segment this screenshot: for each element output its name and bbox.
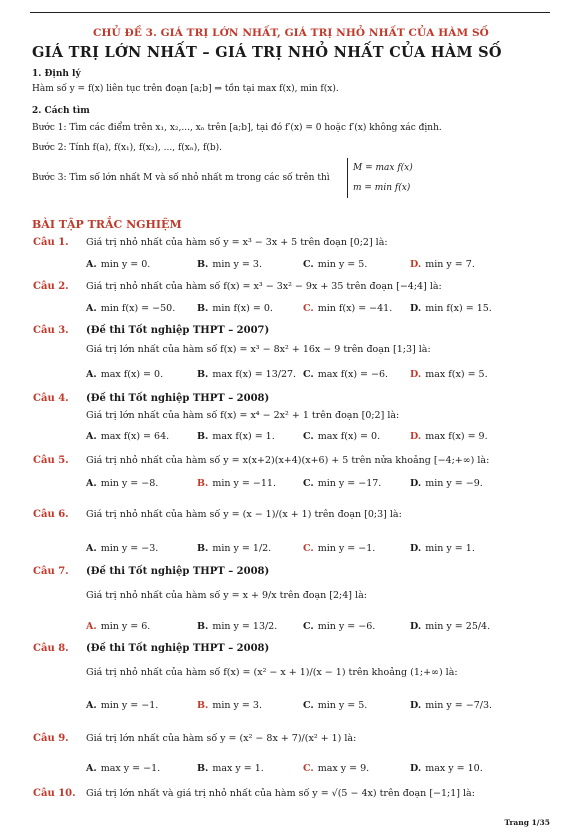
theory-heading-2: 2. Cách tìm [32,106,90,116]
option-letter: D. [410,621,422,632]
option-c [303,431,380,442]
option-value: max f(x) = 5. [425,369,488,380]
option-letter: C. [303,621,314,632]
option-b [197,369,296,380]
question-label: Câu 9. [33,733,69,744]
option-letter: A. [86,763,97,774]
option-letter: C. [303,431,314,442]
question-text: Giá trị lớn nhất và giá trị nhỏ nhất của hàm số y = √(5 − 4x) trên đoạn [−1;1] là: [86,788,475,799]
option-value: min y = −8. [100,478,159,489]
question-label: Câu 1. [33,237,69,248]
option-letter: A. [86,303,97,314]
option-value: max y = 1. [212,763,264,774]
option-b [197,259,262,270]
option-b [197,621,277,632]
option-letter: C. [303,763,314,774]
option-letter: B. [197,700,209,711]
theory-heading-1: 1. Định lý [32,69,81,79]
step-2: Bước 2: Tính f(a), f(x₁), f(x₂), ..., f(xₙ), f(b). [32,143,222,153]
option-letter: B. [197,303,209,314]
option-b [197,431,275,442]
option-letter: B. [197,543,209,554]
option-letter: A. [86,259,97,270]
option-letter: A. [86,543,97,554]
option-value: min y = −11. [212,478,276,489]
option-value: min y = −6. [317,621,376,632]
option-value: max f(x) = 0. [317,431,381,442]
option-value: min y = 3. [212,259,262,270]
option-letter: A. [86,369,97,380]
option-d [410,259,475,270]
question-source: (Đề thi Tốt nghiệp THPT – 2008) [86,566,270,577]
option-d [410,763,483,774]
option-value: min y = 7. [425,259,475,270]
option-value: min y = 25/4. [425,621,491,632]
option-value: min y = −1. [317,543,376,554]
option-value: min y = 1/2. [212,543,272,554]
option-value: min y = 0. [100,259,151,270]
option-letter: D. [410,700,422,711]
option-b [197,763,264,774]
question-text: Giá trị lớn nhất của hàm số f(x) = x⁴ − 2x² + 1 trên đoạn [0;2] là: [86,410,400,421]
option-a [86,700,158,711]
option-a [86,543,158,554]
option-letter: C. [303,369,314,380]
question-source: (Đề thi Tốt nghiệp THPT – 2007) [86,325,270,336]
option-d [410,369,488,380]
option-letter: A. [86,621,97,632]
option-letter: B. [197,478,209,489]
option-value: min f(x) = −50. [100,303,176,314]
option-d [410,303,492,314]
option-letter: B. [197,369,209,380]
option-value: min y = 13/2. [212,621,278,632]
option-b [197,543,271,554]
option-value: min f(x) = 0. [212,303,273,314]
brace-line-max: M = max f(x) [353,163,413,173]
question-text: Giá trị nhỏ nhất của hàm số y = x + 9/x trên đoạn [2;4] là: [86,590,367,601]
option-value: min y = 6. [100,621,151,632]
option-a [86,303,175,314]
option-a [86,369,163,380]
option-a [86,621,150,632]
question-source: (Đề thi Tốt nghiệp THPT – 2008) [86,643,270,654]
option-value: min f(x) = −41. [317,303,393,314]
option-d [410,700,492,711]
option-a [86,478,158,489]
option-letter: D. [410,763,422,774]
step-3: Bước 3: Tìm số lớn nhất M và số nhỏ nhất m trong các số trên thì [32,173,330,183]
option-value: max f(x) = −6. [317,369,389,380]
option-c [303,303,392,314]
option-letter: B. [197,621,209,632]
question-source: (Đề thi Tốt nghiệp THPT – 2008) [86,393,270,404]
question-label: Câu 4. [33,393,69,404]
option-a [86,431,169,442]
question-text: Giá trị lớn nhất của hàm số y = (x² − 8x + 7)/(x² + 1) là: [86,733,357,744]
option-letter: D. [410,369,422,380]
option-value: min y = 3. [212,700,262,711]
option-c [303,621,375,632]
option-d [410,621,490,632]
question-label: Câu 8. [33,643,69,654]
option-value: min f(x) = 15. [425,303,492,314]
question-label: Câu 10. [33,788,76,799]
option-letter: C. [303,303,314,314]
chapter-heading: CHỦ ĐỀ 3. GIÁ TRỊ LỚN NHẤT, GIÁ TRỊ NHỎ NHẤT CỦA HÀM SỐ [93,27,489,39]
option-value: min y = −3. [100,543,159,554]
option-c [303,259,367,270]
question-text: Giá trị nhỏ nhất của hàm số y = (x − 1)/(x + 1) trên đoạn [0;3] là: [86,509,402,520]
option-value: max f(x) = 9. [425,431,488,442]
option-value: min y = 5. [317,700,368,711]
option-d [410,431,488,442]
option-c [303,478,381,489]
option-letter: C. [303,543,314,554]
option-b [197,700,262,711]
option-value: min y = −1. [100,700,159,711]
option-value: max y = 9. [317,763,370,774]
question-text: Giá trị nhỏ nhất của hàm số y = x³ − 3x + 5 trên đoạn [0;2] là: [86,237,388,248]
question-text: Giá trị nhỏ nhất của hàm số f(x) = x³ − 3x² − 9x + 35 trên đoạn [−4;4] là: [86,281,442,292]
option-letter: D. [410,478,422,489]
option-letter: A. [86,431,97,442]
question-text: Giá trị nhỏ nhất của hàm số f(x) = (x² − x + 1)/(x − 1) trên khoảng (1;+∞) là: [86,667,458,678]
question-label: Câu 2. [33,281,69,292]
option-letter: D. [410,543,422,554]
option-letter: B. [197,259,209,270]
brace-line-min: m = min f(x) [353,183,411,193]
option-letter: D. [410,303,422,314]
option-c [303,369,388,380]
option-value: min y = −7/3. [425,700,493,711]
system-brace [347,158,413,198]
option-letter: D. [410,259,422,270]
option-d [410,543,475,554]
option-value: max f(x) = 1. [212,431,275,442]
page-number: Trang 1/35 [504,818,550,827]
option-value: max y = 10. [425,763,483,774]
header-rule [30,12,550,13]
option-letter: A. [86,700,97,711]
option-letter: D. [410,431,422,442]
option-c [303,543,375,554]
option-value: max f(x) = 0. [100,369,164,380]
question-label: Câu 3. [33,325,69,336]
option-value: min y = 1. [425,543,475,554]
question-text: Giá trị lớn nhất của hàm số f(x) = x³ − 8x² + 16x − 9 trên đoạn [1;3] là: [86,344,431,355]
option-c [303,700,367,711]
step-1: Bước 1: Tìm các điểm trên x₁, x₂,..., xₙ trên [a;b], tại đó f′(x) = 0 hoặc f′(x) không xác định. [32,123,442,133]
section-heading: BÀI TẬP TRẮC NGHIỆM [32,218,182,231]
option-c [303,763,369,774]
option-letter: C. [303,259,314,270]
question-label: Câu 6. [33,509,69,520]
option-value: max y = −1. [100,763,161,774]
option-b [197,303,273,314]
option-value: min y = 5. [317,259,368,270]
question-label: Câu 5. [33,455,69,466]
option-d [410,478,483,489]
page-title: GIÁ TRỊ LỚN NHẤT – GIÁ TRỊ NHỎ NHẤT CỦA HÀM SỐ [32,44,502,61]
option-value: max f(x) = 13/27. [212,369,297,380]
option-a [86,763,160,774]
question-text: Giá trị nhỏ nhất của hàm số y = x(x+2)(x+4)(x+6) + 5 trên nửa khoảng [−4;+∞) là: [86,455,490,466]
option-letter: B. [197,431,209,442]
option-letter: B. [197,763,209,774]
option-letter: C. [303,700,314,711]
option-a [86,259,150,270]
theory-line-1: Hàm số y = f(x) liên tục trên đoạn [a;b] ⇒ tồn tại max f(x), min f(x). [32,84,339,94]
option-letter: A. [86,478,97,489]
option-value: min y = −17. [317,478,382,489]
question-label: Câu 7. [33,566,69,577]
option-value: min y = −9. [425,478,483,489]
option-letter: C. [303,478,314,489]
option-value: max f(x) = 64. [100,431,170,442]
option-b [197,478,276,489]
